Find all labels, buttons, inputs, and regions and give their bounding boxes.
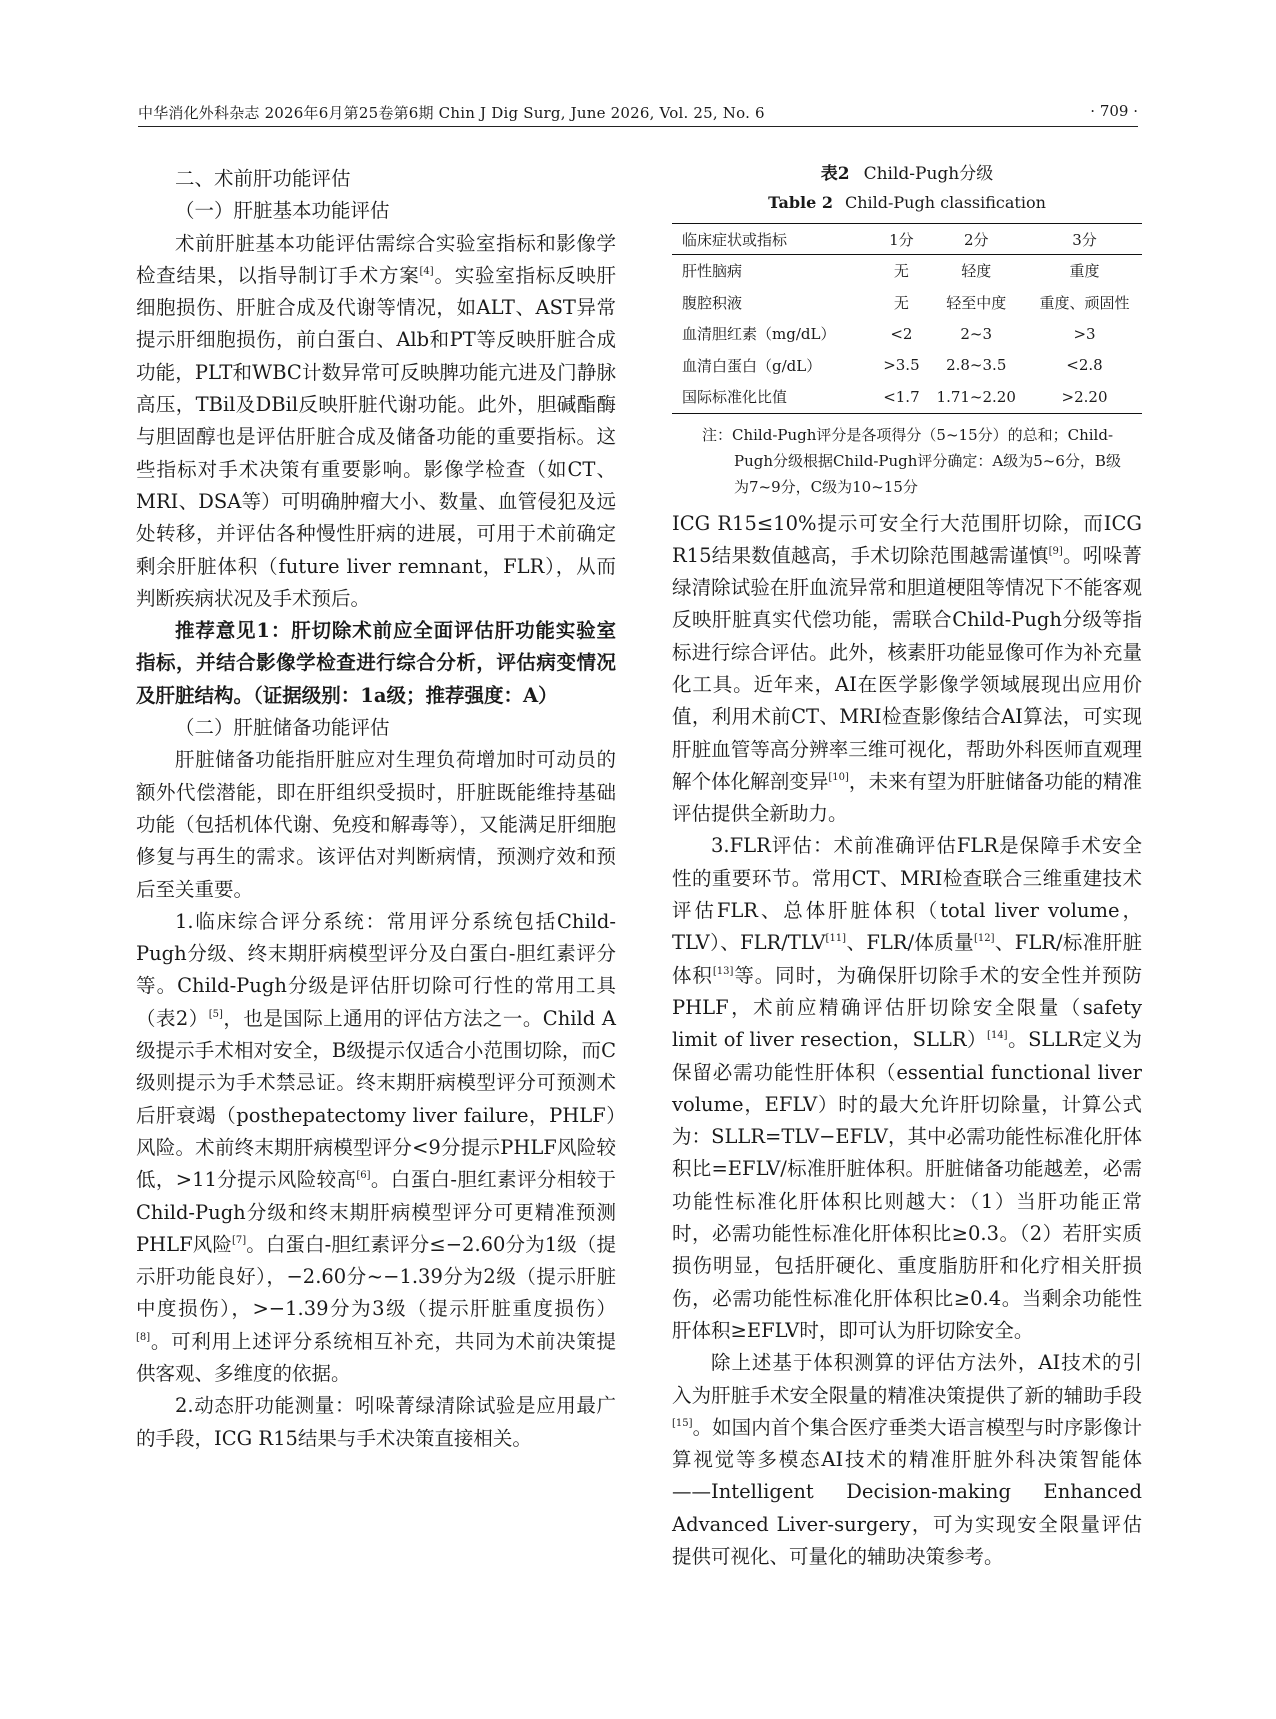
table-cell: 国际标准化比值	[672, 381, 877, 413]
table-label-en: Table 2	[768, 193, 833, 212]
table-cell: 无	[893, 262, 909, 281]
table-caption-cn	[672, 159, 1142, 189]
text-run: 3.FLR评估：术前准确评估FLR是保障手术安全性的重要环节。常用CT、MRI检查联合三维重建技术评估FLR、总体肝脏体积（total liver volume，TLV）、FLR/TLV	[672, 834, 1142, 955]
text-run: 除上述基于体积测算的评估方法外，AI技术的引入为肝脏手术安全限量的精准决策提供了新的辅助手段	[672, 1351, 1142, 1407]
table-cell: 1.71~2.20	[925, 381, 1027, 413]
table-cell: 重度	[1069, 262, 1100, 281]
table-note-line: Pugh分级根据Child-Pugh评分确定：A级为5~6分，B级	[734, 451, 1121, 470]
paragraph-basic-function	[136, 228, 616, 616]
table-header-cell: 1分	[877, 224, 925, 255]
paragraph-scoring-systems	[136, 906, 616, 1390]
citation-ref: [6]	[356, 1170, 371, 1182]
recommendation-1: 推荐意见1：肝切除术前应全面评估肝功能实验室指标，并结合影像学检查进行综合分析，评估病变情况及肝脏结构。（证据级别：1a级；推荐强度：A）	[136, 619, 616, 707]
paragraph-icg-continuation	[672, 508, 1142, 831]
table-title-cn: Child-Pugh分级	[863, 164, 994, 184]
paragraph-dynamic-measurement: 2.动态肝功能测量：吲哚菁绿清除试验是应用最广的手段，ICG R15结果与手术决策直接相关。	[136, 1394, 616, 1450]
text-run: ICG R15≤10%提示可安全行大范围肝切除，而ICG R15结果数值越高，手术切除范围越需谨慎	[672, 511, 1142, 567]
subsection-title-reserve-function: （二）肝脏储备功能评估	[175, 716, 390, 740]
table-cell: 腹腔积液	[682, 293, 743, 312]
journal-citation: 中华消化外科杂志 2026年6月第25卷第6期 Chin J Dig Surg, June 2026, Vol. 25, No. 6	[138, 104, 765, 122]
section-title: 二、术前肝功能评估	[175, 167, 351, 190]
table-header-cell: 3分	[1027, 224, 1142, 255]
table-row	[672, 255, 1142, 287]
page-number: · 709 ·	[1090, 102, 1138, 120]
table-cell: 轻度	[961, 262, 992, 281]
table-note-line: 注：Child-Pugh评分是各项得分（5~15分）的总和；Child-	[702, 425, 1114, 444]
table-title-en: Child-Pugh classification	[844, 193, 1046, 212]
table-cell: 无	[893, 293, 909, 312]
citation-ref: [14]	[987, 1030, 1008, 1042]
text-run: 1.临床综合评分系统：常用评分系统包括Child-Pugh分级、终末期肝病模型评分及白蛋白-胆红素评分等。Child-Pugh分级是评估肝切除可行性的常用工具（表2）	[136, 909, 616, 1030]
table-header-cell: 临床症状或指标	[672, 224, 877, 255]
left-column	[136, 163, 616, 1455]
text-run: 。如国内首个集合医疗垂类大语言模型与时序影像计算视觉等多模态AI技术的精准肝脏外科决策智能体——Intelligent Decision-making Enhanced Advanced Liver-surgery，可为实现安全限量评估提供可视化、可量化的辅助决策参考。	[672, 1415, 1142, 1568]
table-label-cn: 表2	[820, 164, 850, 184]
table-cell: >3	[1073, 324, 1096, 343]
paragraph-ai-decision	[672, 1347, 1142, 1573]
child-pugh-table	[672, 223, 1142, 414]
table-row	[672, 350, 1142, 382]
citation-ref: [4]	[419, 265, 434, 277]
text-run: ，也是国际上通用的评估方法之一。Child A级提示手术相对安全，B级提示仅适合小范围切除，而C级则提示为手术禁忌证。终末期肝病模型评分可预测术后肝衰竭（posthepatectomy liver failure，PHLF）风险。术前终末期肝病模型评分<9分提示PHLF风险较低，>11分提示风险较高	[136, 1006, 616, 1192]
text-run: 、FLR/标准肝脏体积	[672, 931, 1143, 987]
citation-ref: [13]	[712, 965, 734, 977]
citation-ref: [10]	[828, 771, 849, 783]
citation-ref: [8]	[136, 1331, 151, 1343]
table-cell: <2.8	[1066, 356, 1103, 375]
text-run: 等。同时，为确保肝切除手术的安全性并预防PHLF，术前应精确评估肝切除安全限量（safety limit of liver resection，SLLR）	[672, 963, 1142, 1052]
table-cell: 血清白蛋白（g/dL）	[682, 356, 822, 375]
table-row	[672, 381, 1142, 413]
subsection-title-basic-function: （一）肝脏基本功能评估	[175, 199, 390, 223]
table-cell: 轻至中度	[946, 293, 1007, 312]
table-cell: 肝性脑病	[682, 262, 743, 281]
text-run: ，未来有望为肝脏储备功能的精准评估提供全新助力。	[672, 769, 1142, 826]
citation-ref: [5]	[208, 1008, 223, 1020]
text-run: 、FLR/体质量	[846, 931, 975, 955]
citation-ref: [11]	[825, 933, 847, 945]
table-cell: 2.8~3.5	[946, 356, 1007, 375]
table-cell: 重度、顽固性	[1039, 293, 1130, 312]
paragraph-flr-assessment	[672, 830, 1142, 1347]
table-row	[672, 318, 1142, 350]
citation-ref: [12]	[974, 933, 995, 945]
table-header-row	[672, 224, 1142, 255]
table-cell: >3.5	[883, 356, 920, 375]
table-cell: <1.7	[877, 381, 925, 413]
table-header-cell: 2分	[925, 224, 1027, 255]
right-column	[672, 163, 1142, 1573]
paragraph-reserve-definition: 肝脏储备功能指肝脏应对生理负荷增加时可动员的额外代偿潜能，即在肝组织受损时，肝脏既能维持基础功能（包括机体代谢、免疫和解毒等），又能满足肝细胞修复与再生的需求。该评估对判断病情，预测疗效和预后至关重要。	[136, 748, 616, 901]
text-run: 。白蛋白-胆红素评分≤−2.60分为1级（提示肝功能良好），−2.60分~−1.39分为2级（提示肝脏中度损伤），>−1.39分为3级（提示肝脏重度损伤）	[136, 1232, 617, 1321]
table-cell: 血清胆红素（mg/dL）	[682, 325, 836, 344]
text-run: 。白蛋白-胆红素评分相较于Child-Pugh分级和终末期肝病模型评分可更精准预测PHLF风险	[136, 1168, 617, 1256]
table-cell: <2	[890, 324, 913, 343]
table-note	[672, 422, 1142, 500]
table-caption-en	[672, 189, 1142, 217]
text-run: 。SLLR定义为保留必需功能性肝体积（essential functional liver volume，EFLV）时的最大允许肝切除量，计算公式为：SLLR=TLV−EFLV，其中必需功能性标准化肝体积比=EFLV/标准肝脏体积。肝脏储备功能越差，必需功能性标准化肝体积比则越大：（1）当肝功能正常时，必需功能性标准化肝体积比≥0.3。（2）若肝实质损伤明显，包括肝硬化、重度脂肪肝和化疗相关肝损伤，必需功能性标准化肝体积比≥0.4。当剩余功能性肝体积≥EFLV时，即可认为肝切除安全。	[672, 1028, 1142, 1342]
table-cell: 2~3	[960, 324, 993, 343]
text-run: 术前肝脏基本功能评估需综合实验室指标和影像学检查结果，以指导制订手术方案	[136, 231, 616, 287]
text-run: 。实验室指标反映肝细胞损伤、肝脏合成及代谢等情况，如ALT、AST异常提示肝细胞损伤，前白蛋白、Alb和PT等反映肝脏合成功能，PLT和WBC计数异常可反映脾功能亢进及门静脉高压，TBil及DBil反映肝脏代谢功能。此外，胆碱酯酶与胆固醇也是评估肝脏合成及储备功能的重要指标。这些指标对手术决策有重要影响。影像学检查（如CT、MRI、DSA等）可明确肿瘤大小、数量、血管侵犯及远处转移，并评估各种慢性肝病的进展，可用于术前确定剩余肝脏体积（future liver remnant，FLR），从而判断疾病状况及手术预后。	[136, 263, 616, 610]
table-2	[672, 159, 1142, 500]
citation-ref: [7]	[231, 1234, 247, 1246]
table-cell: >2.20	[1027, 381, 1142, 413]
table-note-line: 为7~9分，C级为10~15分	[734, 477, 918, 496]
citation-ref: [9]	[1048, 545, 1063, 557]
header-rule	[138, 126, 1138, 127]
text-run: 。吲哚菁绿清除试验在肝血流异常和胆道梗阻等情况下不能客观反映肝脏真实代偿功能，需联合Child-Pugh分级等指标进行综合评估。此外，核素肝功能显像可作为补充量化工具。近年来，AI在医学影像学领域展现出应用价值，利用术前CT、MRI检查影像结合AI算法，可实现肝脏血管等高分辨率三维可视化，帮助外科医师直观理解个体化解剖变异	[672, 543, 1142, 793]
running-header	[138, 100, 1138, 130]
text-run: 。可利用上述评分系统相互补充，共同为术前决策提供客观、多维度的依据。	[136, 1329, 616, 1385]
citation-ref: [15]	[672, 1417, 693, 1429]
table-row	[672, 287, 1142, 319]
